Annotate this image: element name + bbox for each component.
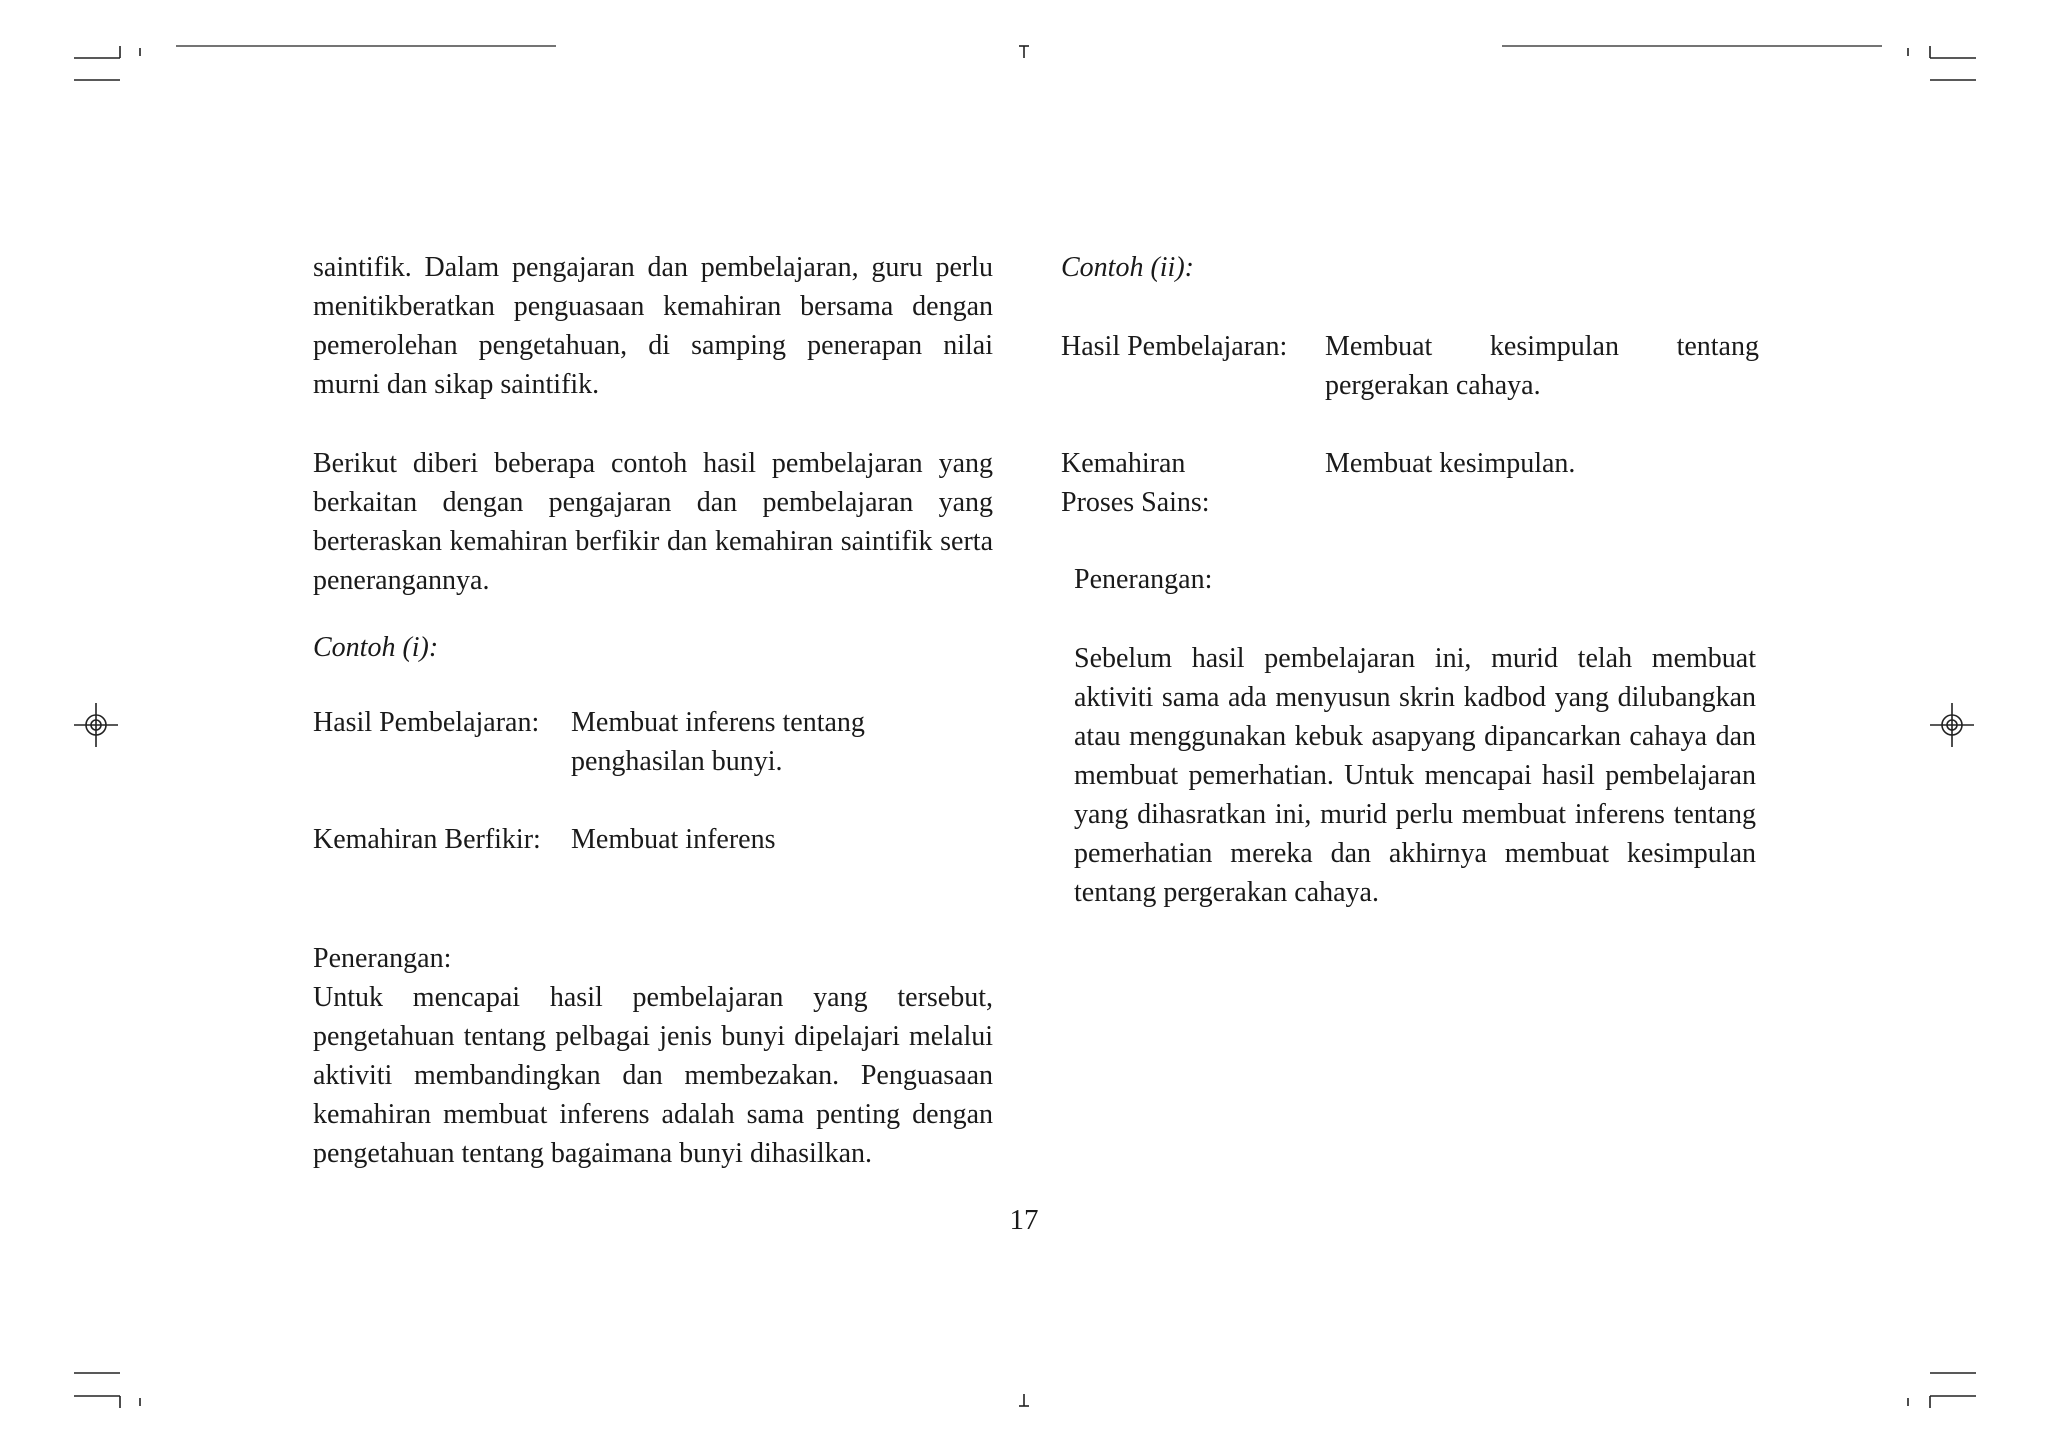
example-i-explain-text: Untuk mencapai hasil pembelajaran yang tersebut, pengetahuan tentang pelbagai jenis bunyi dipelajari melalui aktiviti membandingkan dan membezakan. Penguasaan kemahiran membuat inferens adalah sama penting dengan pengetahuan tentang bagaimana bunyi dihasilkan.	[313, 982, 993, 1169]
examples-intro-paragraph: Berikut diberi beberapa contoh hasil pembelajaran yang berkaitan dengan pengajaran dan pembelajaran yang berteraskan kemahiran berfikir dan kemahiran saintifik serta penerangannya.	[313, 448, 993, 596]
example-ii-explain-heading: Penerangan:	[1074, 564, 1213, 595]
registration-target-right	[1930, 703, 1974, 747]
example-ii-heading: Contoh (ii):	[1061, 252, 1194, 283]
example-ii-outcome-row	[1061, 327, 1761, 405]
example-i-outcome-row	[313, 703, 993, 781]
outcome-value: Membuat kesimpulan tentang pergerakan cahaya.	[1325, 331, 1759, 401]
skill-value: Membuat kesimpulan.	[1325, 448, 1576, 479]
example-ii-explain-text: Sebelum hasil pembelajaran ini, murid telah membuat aktiviti sama ada menyusun skrin kadbod yang dilubangkan atau menggunakan kebuk asapyang dipancarkan cahaya dan membuat pemerhatian. Untuk mencapai hasil pembelajaran yang dihasratkan ini, murid perlu membuat inferens tentang pemerhatian mereka dan akhirnya membuat kesimpulan tentang pergerakan cahaya.	[1074, 643, 1756, 908]
example-i-explain-heading: Penerangan:	[313, 943, 452, 974]
example-i-heading: Contoh (i):	[313, 632, 439, 663]
outcome-label: Hasil Pembelajaran:	[313, 707, 540, 738]
skill-value: Membuat inferens	[571, 824, 776, 855]
outcome-value: Membuat inferens tentang penghasilan bunyi.	[571, 707, 865, 777]
skill-label: Kemahiran Berfikir:	[313, 824, 541, 855]
intro-paragraph: saintifik. Dalam pengajaran dan pembelajaran, guru perlu menitikberatkan penguasaan kemahiran bersama dengan pemerolehan pengetahuan, di samping penerapan nilai murni dan sikap saintifik.	[313, 252, 993, 400]
left-column	[313, 248, 993, 1173]
example-ii-skill-row	[1061, 444, 1761, 522]
page-number: 17	[1009, 1204, 1039, 1236]
right-column	[1061, 248, 1761, 912]
skill-label: Kemahiran Proses Sains:	[1061, 448, 1210, 518]
outcome-label: Hasil Pembelajaran:	[1061, 331, 1288, 362]
example-i-skill-row	[313, 820, 993, 859]
registration-target-left	[74, 703, 118, 747]
